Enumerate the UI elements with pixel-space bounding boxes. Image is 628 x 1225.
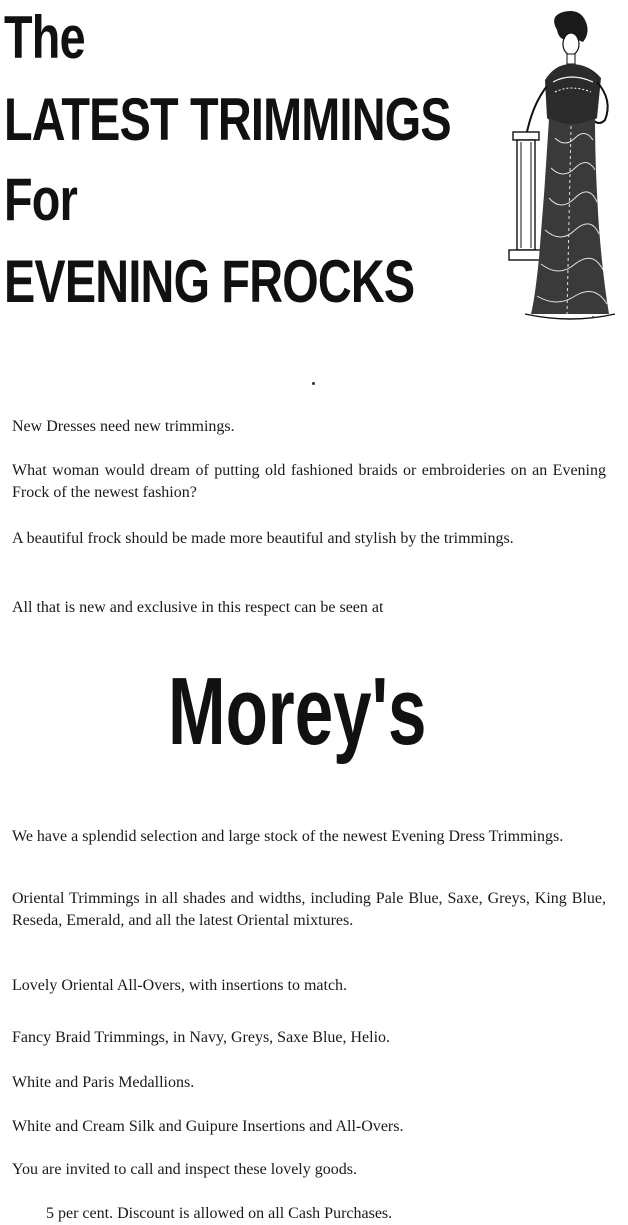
discount-notice: 5 per cent. Discount is allowed on all Cash Purchases. (46, 1205, 393, 1222)
brand-name-moreys: Morey's (168, 658, 427, 765)
details-paragraph-5: White and Paris Medallions. (12, 1074, 195, 1091)
intro-paragraph-2: What woman would dream of putting old fashioned braids or embroideries on an Evening Frock of the newest fashion? (12, 462, 606, 501)
headline-evening-frocks: EVENING FROCKS (4, 248, 415, 315)
details-paragraph-2: Oriental Trimmings in all shades and widths, including Pale Blue, Saxe, Greys, King Blue, Reseda, Emerald, and all the latest Oriental mixtures. (12, 890, 606, 929)
headline-for: For (4, 166, 78, 233)
intro-paragraph-3: A beautiful frock should be made more beautiful and stylish by the trimmings. (12, 530, 514, 547)
print-speck (592, 316, 594, 318)
print-speck (312, 382, 315, 385)
woman-in-evening-gown-illustration (505, 8, 627, 326)
details-paragraph-6: White and Cream Silk and Guipure Insertions and All-Overs. (12, 1118, 404, 1135)
details-paragraph-3: Lovely Oriental All-Overs, with insertions to match. (12, 977, 348, 994)
details-paragraph-4: Fancy Braid Trimmings, in Navy, Greys, Saxe Blue, Helio. (12, 1029, 391, 1046)
intro-paragraph-1: New Dresses need new trimmings. (12, 418, 235, 435)
intro-paragraph-4: All that is new and exclusive in this respect can be seen at (12, 599, 384, 616)
headline-latest-trimmings: LATEST TRIMMINGS (4, 86, 451, 153)
details-paragraph-7: You are invited to call and inspect these lovely goods. (12, 1161, 357, 1178)
headline-the: The (4, 4, 85, 71)
details-paragraph-1: We have a splendid selection and large stock of the newest Evening Dress Trimmings. (12, 828, 564, 845)
